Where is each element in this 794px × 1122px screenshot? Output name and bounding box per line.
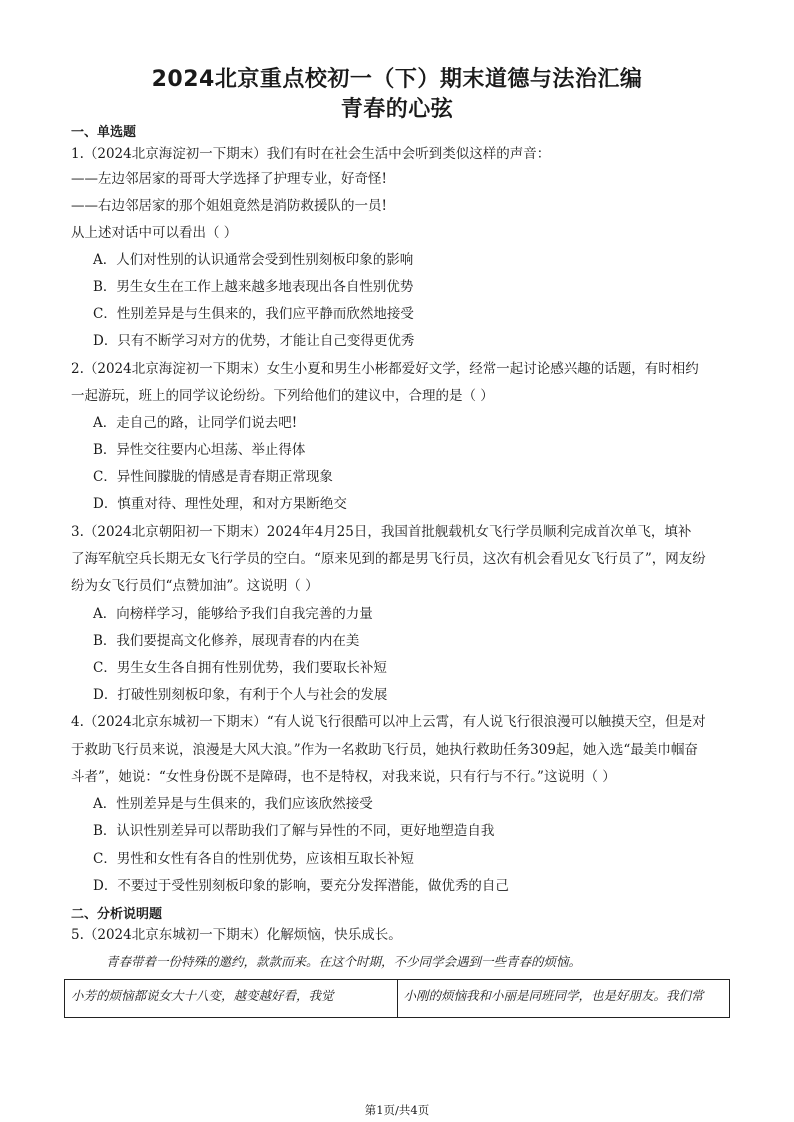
question-4-option-c: C．男性和女性有各自的性别优势，应该相互取长补短: [93, 851, 414, 867]
question-2-option-b: B．异性交往要内心坦荡、举止得体: [93, 442, 306, 458]
question-3-option-d: D．打破性别刻板印象，有利于个人与社会的发展: [93, 687, 388, 703]
question-2-stem: 2.（2024北京海淀初一下期末）女生小夏和男生小彬都爱好文学，经常一起讨论感兴趣的话题，有时相约: [71, 361, 699, 377]
question-2-option-c: C．异性间朦胧的情感是青春期正常现象: [93, 469, 333, 485]
question-1-option-d: D．只有不断学习对方的优势，才能让自己变得更优秀: [93, 333, 415, 349]
question-5-table: [64, 979, 730, 1018]
question-4-option-b: B．认识性别差异可以帮助我们了解与异性的不同，更好地塑造自我: [93, 823, 495, 839]
document-title: 2024北京重点校初一（下）期末道德与法治汇编: [151, 67, 643, 92]
question-3-stem-cont-2: 纷为女飞行员们“点赞加油”。这说明（ ）: [71, 578, 319, 594]
question-1-prompt: 从上述对话中可以看出（ ）: [71, 225, 238, 241]
question-1-quote-1: ——左边邻居家的哥哥大学选择了护理专业，好奇怪!: [71, 171, 387, 187]
question-1-quote-2: ——右边邻居家的那个姐姐竟然是消防救援队的一员!: [71, 198, 387, 214]
question-2-option-d: D．慎重对待、理性处理，和对方果断绝交: [93, 496, 347, 512]
question-4-stem: 4.（2024北京东城初一下期末）“有人说飞行很酷可以冲上云霄，有人说飞行很浪漫可以触摸天空，但是对: [71, 714, 706, 730]
question-2-option-a: A．走自己的路，让同学们说去吧!: [93, 415, 298, 431]
question-3-option-c: C．男生女生各自拥有性别优势，我们要取长补短: [93, 660, 387, 676]
question-4-stem-cont-1: 于救助飞行员来说，浪漫是大风大浪。”作为一名救助飞行员，她执行救助任务309起，她入选“最美巾帼奋: [71, 742, 698, 758]
question-3-option-a: A．向榜样学习，能够给予我们自我完善的力量: [93, 606, 373, 622]
question-3-stem-cont-1: 了海军航空兵长期无女飞行学员的空白。“原来见到的都是男飞行员，这次有机会看见女飞行员了”，网友纷: [71, 551, 706, 567]
question-5-stem: 5.（2024北京东城初一下期末）化解烦恼，快乐成长。: [71, 927, 402, 943]
table-cell-xiaofang: 小芳的烦恼都说女大十八变，越变越好看，我觉: [71, 988, 334, 1003]
question-4-option-d: D．不要过于受性别刻板印象的影响，要充分发挥潜能，做优秀的自己: [93, 878, 509, 894]
question-3-option-b: B．我们要提高文化修养，展现青春的内在美: [93, 633, 360, 649]
question-1-option-a: A．人们对性别的认识通常会受到性别刻板印象的影响: [93, 252, 414, 268]
question-4-option-a: A．性别差异是与生俱来的，我们应该欣然接受: [93, 796, 373, 812]
question-1-option-b: B．男生女生在工作上越来越多地表现出各自性别优势: [93, 279, 414, 295]
question-3-stem: 3.（2024北京朝阳初一下期末）2024年4月25日，我国首批舰载机女飞行学员顺利完成首次单飞，填补: [71, 524, 692, 540]
table-cell-xiaogang: 小刚的烦恼我和小丽是同班同学，也是好朋友。我们常: [397, 980, 730, 1017]
section-heading-analysis: 二、分析说明题: [71, 907, 163, 922]
page-number: 第1页/共4页: [364, 1103, 430, 1117]
section-heading-single-choice: 一、单选题: [71, 125, 137, 140]
question-1-option-c: C．性别差异是与生俱来的，我们应平静而欣然地接受: [93, 306, 414, 322]
question-1-stem: 1.（2024北京海淀初一下期末）我们有时在社会生活中会听到类似这样的声音：: [71, 146, 551, 162]
question-4-stem-cont-2: 斗者”，她说：“女性身份既不是障碍，也不是特权，对我来说，只有行与不行。”这说明（ ）: [71, 769, 616, 785]
document-subtitle: 青春的心弦: [340, 97, 454, 122]
question-5-intro: 青春带着一份特殊的邀约，款款而来。在这个时期，不少同学会遇到一些青春的烦恼。: [106, 954, 582, 969]
question-2-stem-cont: 一起游玩，班上的同学议论纷纷。下列给他们的建议中，合理的是（ ）: [71, 388, 494, 404]
